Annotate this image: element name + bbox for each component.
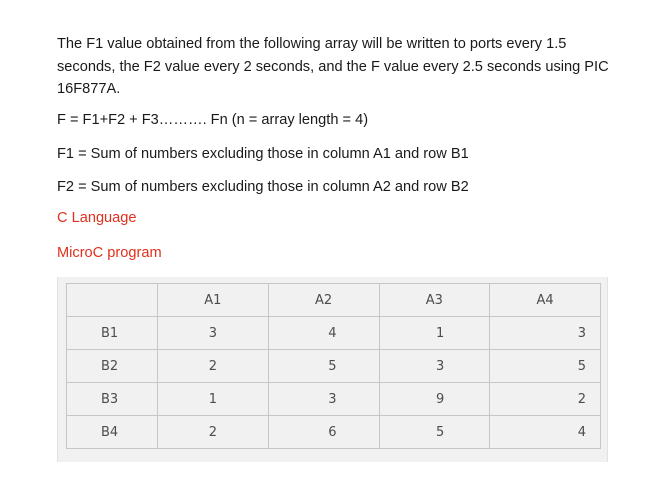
- formula-line: F = F1+F2 + F3………. Fn (n = array length = 4): [57, 112, 369, 128]
- c-language-label: C Language: [57, 210, 137, 226]
- row-header-b2: B2: [67, 350, 158, 383]
- table-corner-cell: [67, 284, 158, 317]
- table-cell: 2: [158, 350, 269, 383]
- row-header-b3: B3: [67, 383, 158, 416]
- table-cell: 2: [158, 416, 269, 449]
- table-cell: 1: [158, 383, 269, 416]
- table-cell: 2: [490, 383, 601, 416]
- table-cell: 9: [379, 383, 490, 416]
- f2-definition: F2 = Sum of numbers excluding those in column A2 and row B2: [57, 179, 469, 195]
- f1-definition: F1 = Sum of numbers excluding those in column A1 and row B1: [57, 146, 469, 162]
- column-header-a4: A4: [490, 284, 601, 317]
- row-header-b1: B1: [67, 317, 158, 350]
- table-row: [67, 350, 601, 383]
- table-cell: 5: [268, 350, 379, 383]
- problem-statement: The F1 value obtained from the following array will be written to ports every 1.5 seconds, the F2 value every 2 seconds, and the F value every 2.5 seconds using PIC 16F877A.: [57, 36, 609, 97]
- table-cell: 5: [490, 350, 601, 383]
- table-cell: 3: [379, 350, 490, 383]
- array-table: [66, 283, 601, 449]
- table-cell: 1: [379, 317, 490, 350]
- table-cell: 3: [268, 383, 379, 416]
- table-row: [67, 416, 601, 449]
- column-header-a1: A1: [158, 284, 269, 317]
- table-row: [67, 383, 601, 416]
- array-table-image: [57, 277, 608, 462]
- table-header-row: [67, 284, 601, 317]
- microc-program-label: MicroC program: [57, 245, 162, 261]
- table-cell: 5: [379, 416, 490, 449]
- column-header-a3: A3: [379, 284, 490, 317]
- row-header-b4: B4: [67, 416, 158, 449]
- table-row: [67, 317, 601, 350]
- table-cell: 3: [158, 317, 269, 350]
- table-cell: 4: [268, 317, 379, 350]
- table-cell: 6: [268, 416, 379, 449]
- table-cell: 4: [490, 416, 601, 449]
- table-cell: 3: [490, 317, 601, 350]
- column-header-a2: A2: [268, 284, 379, 317]
